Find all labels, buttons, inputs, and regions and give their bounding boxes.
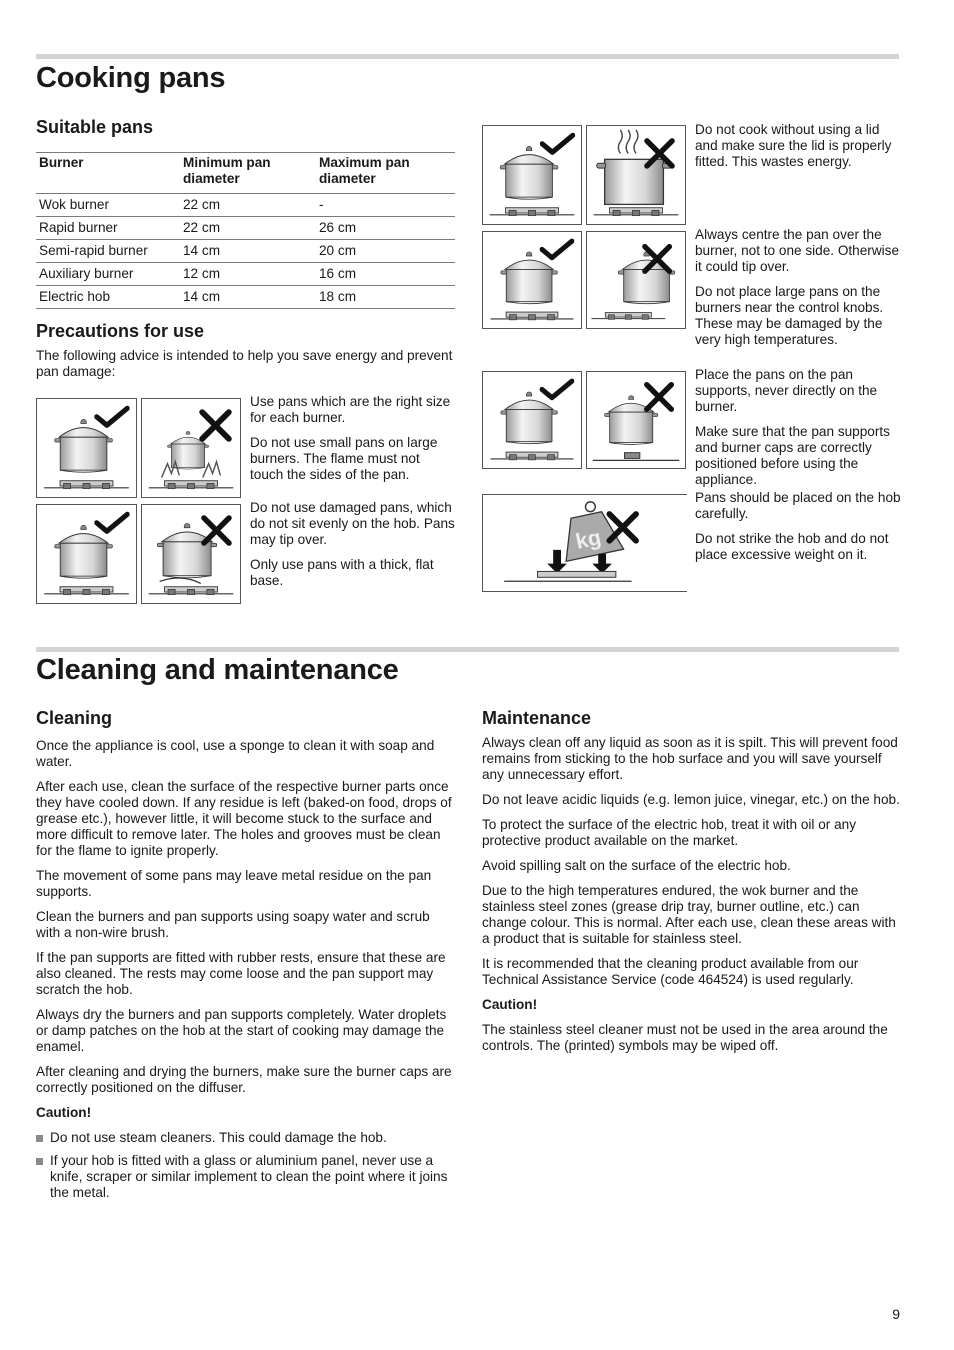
table-header-row bbox=[36, 153, 455, 194]
table-row bbox=[36, 286, 455, 309]
table-row bbox=[36, 217, 455, 240]
maintenance-caution-label: Caution! bbox=[482, 997, 538, 1012]
cleaning-paragraph: Once the appliance is cool, use a sponge to clean it with soap and water. bbox=[36, 738, 435, 769]
table-cell: 16 cm bbox=[316, 263, 455, 286]
list-item: Do not use steam cleaners. This could damage the hob. bbox=[36, 1130, 454, 1146]
tip-no-strike: Do not strike the hob and do not place excessive weight on it. bbox=[695, 531, 889, 562]
tip-damaged-pans: Do not use damaged pans, which do not sit evenly on the hob. Pans may tip over. bbox=[250, 500, 455, 547]
pan-centred-illustration bbox=[482, 231, 582, 329]
table-cell: - bbox=[316, 194, 455, 217]
tip-large-pans-knobs: Do not place large pans on the burners near the control knobs. These may be damaged by the very high temperatures. bbox=[695, 284, 884, 347]
maintenance-paragraph: Do not leave acidic liquids (e.g. lemon juice, vinegar, etc.) on the hob. bbox=[482, 792, 900, 807]
precautions-intro: The following advice is intended to help you save energy and prevent pan damage: bbox=[36, 348, 453, 379]
right-tip-lid: Do not cook without using a lid and make sure the lid is properly fitted. This wastes energy. bbox=[695, 122, 892, 169]
pan-too-small-illustration bbox=[141, 398, 241, 498]
maintenance-paragraph: To protect the surface of the electric hob, treat it with oil or any protective product available on the market. bbox=[482, 817, 857, 848]
tip-place-carefully: Pans should be placed on the hob carefully. bbox=[695, 490, 901, 521]
table-cell: 22 cm bbox=[180, 217, 316, 240]
table-cell: Semi-rapid burner bbox=[36, 240, 180, 263]
left-tips-bottom bbox=[250, 500, 456, 598]
cleaning-paragraph: If the pan supports are fitted with rubber rests, ensure that these are also cleaned. The rests may come loose and the pan support may scratch the hob. bbox=[36, 950, 446, 997]
table-cell: Rapid burner bbox=[36, 217, 180, 240]
section-divider bbox=[36, 647, 899, 652]
table-cell: Wok burner bbox=[36, 194, 180, 217]
cleaning-body bbox=[36, 738, 454, 1208]
tip-flat-base: Only use pans with a thick, flat base. bbox=[250, 557, 434, 588]
table-cell: Auxiliary burner bbox=[36, 263, 180, 286]
right-tips-supports bbox=[695, 367, 901, 497]
tip-pan-supports: Place the pans on the pan supports, never directly on the burner. bbox=[695, 367, 878, 414]
tip-small-pans: Do not use small pans on large burners. The flame must not touch the sides of the pan. bbox=[250, 435, 438, 482]
cleaning-caution-label: Caution! bbox=[36, 1105, 92, 1120]
pan-on-supports-illustration bbox=[482, 371, 582, 469]
cleaning-paragraph: After each use, clean the surface of the respective burner parts once they have cooled down. If any residue is left (baked-on food, drops of grease etc.), however little, it will become stuck to the surface and more difficult to remove later. The holes and grooves must be clean for the flame to ignite properly. bbox=[36, 779, 452, 858]
tip-centre-pan: Always centre the pan over the burner, not to one side. Otherwise it could tip over. bbox=[695, 227, 900, 274]
table-cell: 20 cm bbox=[316, 240, 455, 263]
table-cell: 18 cm bbox=[316, 286, 455, 309]
maintenance-paragraph: It is recommended that the cleaning product available from our Technical Assistance Service (code 464524) is used regularly. bbox=[482, 956, 859, 987]
table-row bbox=[36, 240, 455, 263]
maintenance-paragraph: Always clean off any liquid as soon as it is spilt. This will prevent food remains from sticking to the hob surface and you will save yourself any unnecessary effort. bbox=[482, 735, 898, 782]
table-cell: 26 cm bbox=[316, 217, 455, 240]
pan-even-illustration bbox=[36, 504, 137, 604]
weight-warning-illustration bbox=[482, 494, 687, 592]
pan-without-lid-illustration bbox=[586, 125, 686, 225]
cleaning-paragraph: The movement of some pans may leave metal residue on the pan supports. bbox=[36, 868, 432, 899]
pan-off-centre-illustration bbox=[586, 231, 686, 329]
pan-correct-size-illustration bbox=[36, 398, 137, 498]
cleaning-paragraph: After cleaning and drying the burners, make sure the burner caps are correctly positioned on the diffuser. bbox=[36, 1064, 452, 1095]
section-divider bbox=[36, 54, 899, 59]
pan-damaged-illustration bbox=[141, 504, 241, 604]
precautions-heading: Precautions for use bbox=[36, 321, 205, 341]
tip-pan-size: Use pans which are the right size for each burner. bbox=[250, 394, 451, 425]
table-header-burner: Burner bbox=[36, 153, 180, 194]
cleaning-paragraph: Always dry the burners and pan supports completely. Water droplets or damp patches on the hob at the start of cooking may damage the enamel. bbox=[36, 1007, 447, 1054]
cleaning-paragraph: Clean the burners and pan supports using soapy water and scrub with a non-wire brush. bbox=[36, 909, 430, 940]
cleaning-heading: Cleaning bbox=[36, 708, 113, 728]
maintenance-paragraph: Due to the high temperatures endured, the wok burner and the stainless steel zones (grease drip tray, burner outline, etc.) can change colour. This is normal. After each use, clean these areas with a product that is suitable for stainless steel. bbox=[482, 883, 896, 946]
right-tips-centre bbox=[695, 227, 901, 357]
weight-kg-label: kg bbox=[573, 524, 604, 554]
list-item: If your hob is fitted with a glass or aluminium panel, never use a knife, scraper or similar implement to clean the point where it joins the metal. bbox=[36, 1153, 454, 1201]
maintenance-body bbox=[482, 735, 900, 1063]
table-cell: Electric hob bbox=[36, 286, 180, 309]
suitable-pans-heading: Suitable pans bbox=[36, 117, 154, 137]
tip-burner-caps: Make sure that the pan supports and burner caps are correctly positioned before using the appliance. bbox=[695, 424, 890, 487]
table-row bbox=[36, 194, 455, 217]
cooking-pans-title: Cooking pans bbox=[36, 62, 226, 94]
cleaning-maintenance-title: Cleaning and maintenance bbox=[36, 654, 399, 686]
suitable-pans-table bbox=[36, 152, 455, 309]
maintenance-paragraph: Avoid spilling salt on the surface of the electric hob. bbox=[482, 858, 791, 873]
pan-with-lid-illustration bbox=[482, 125, 582, 225]
table-header-min: Minimum pan diameter bbox=[180, 153, 316, 194]
maintenance-caution-text: The stainless steel cleaner must not be used in the area around the controls. The (printed) symbols may be wiped off. bbox=[482, 1022, 888, 1053]
pan-on-burner-illustration bbox=[586, 371, 686, 469]
table-cell: 22 cm bbox=[180, 194, 316, 217]
cleaning-caution-list bbox=[36, 1130, 454, 1201]
table-cell: 12 cm bbox=[180, 263, 316, 286]
table-cell: 14 cm bbox=[180, 240, 316, 263]
right-tips-careful bbox=[695, 490, 901, 572]
left-tips-top bbox=[250, 394, 456, 492]
table-cell: 14 cm bbox=[180, 286, 316, 309]
table-row bbox=[36, 263, 455, 286]
table-header-max: Maximum pan diameter bbox=[316, 153, 455, 194]
maintenance-heading: Maintenance bbox=[482, 708, 592, 728]
page-number: 9 bbox=[892, 1306, 900, 1322]
